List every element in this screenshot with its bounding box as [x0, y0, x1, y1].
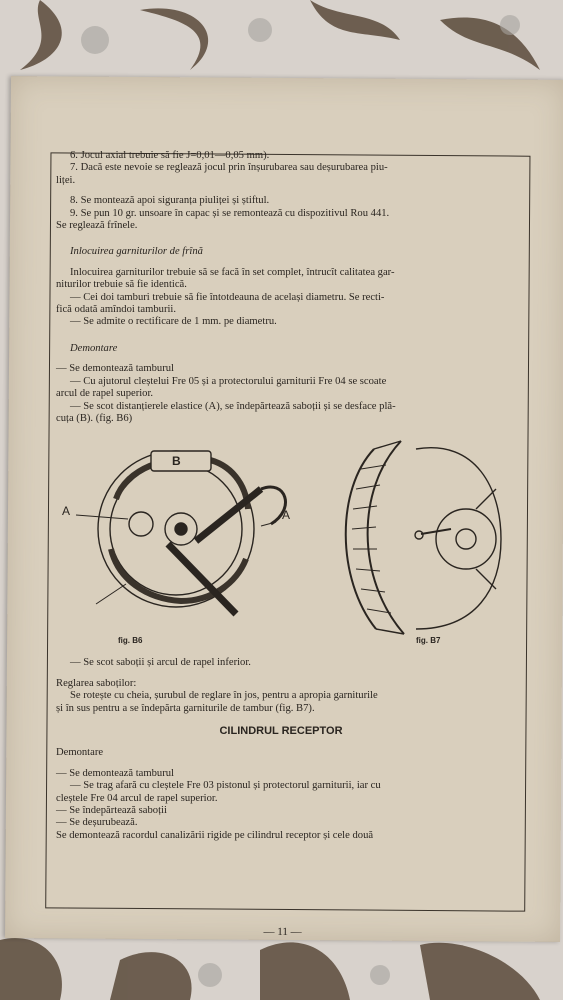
figure-b6-drawing: [76, 451, 285, 614]
label-a-left: A: [62, 504, 71, 519]
figure-b7-drawing: [346, 441, 501, 634]
page-number: — 11 —: [263, 925, 302, 939]
demontare-p2: — Cu ajutorul cleștelui Fre 05 și a protectorului garniturii Fre 04 se scoate: [70, 375, 387, 387]
demontare-p2-cont: arcul de rapel superior.: [56, 388, 154, 400]
cilindru-p1: — Se demontează tamburul: [56, 767, 174, 779]
step-8: 8. Se montează apoi siguranța piuliței și știftul.: [70, 195, 270, 207]
cilindru-p5: Se demontează racordul canalizării rigide pe cilindrul receptor și cele două: [56, 829, 374, 841]
inlocuire-p2: — Cei doi tamburi trebuie să fie întotdeauna de același diametru. Se recti-: [70, 291, 385, 303]
section-title-demontare: Demontare: [70, 342, 118, 354]
after-figs-p1: — Se scot saboții și arcul de rapel inferior.: [70, 657, 251, 669]
cilindru-p2-cont: cleștele Fre 04 arcul de rapel superior.: [56, 792, 218, 804]
demontare-p3-cont: cuța (B). (fig. B6): [56, 412, 133, 424]
step-9: 9. Se pun 10 gr. unsoare în capac și se remontează cu dispozitivul Rou 441.: [70, 207, 390, 219]
inlocuire-p3: — Se admite o rectificare de 1 mm. pe diametru.: [70, 316, 277, 328]
cilindru-p2: — Se trag afară cu cleștele Fre 03 pistonul și protectorul garniturii, iar cu: [70, 780, 381, 792]
caption-fig-b6: fig. B6: [118, 636, 143, 646]
inlocuire-p1-cont: niturilor trebuie să fie identică.: [56, 279, 187, 291]
step-7: 7. Dacă este nevoie se reglează jocul prin înșurubarea sau deșurubarea piu-: [70, 162, 388, 174]
cilindru-p3: — Se îndepărtează saboții: [56, 804, 167, 816]
demontare-p3: — Se scot distanțierele elastice (A), se îndepărtează saboții și se desface plă-: [70, 400, 396, 412]
figures-row: [56, 429, 506, 657]
page-content: [56, 150, 506, 842]
step-9-cont: Se reglează frînele.: [56, 220, 138, 232]
reglare-title: Reglarea saboților:: [56, 677, 137, 689]
reglare-p1: Se rotește cu cheia, șurubul de reglare în jos, pentru a apropia garniturile: [70, 690, 378, 702]
cilindru-title: Demontare: [56, 747, 104, 759]
inlocuire-p2-cont: fică odată amîndoi tamburii.: [56, 304, 177, 316]
figure-b6-b7: [56, 429, 506, 639]
label-a-right: A: [282, 508, 291, 523]
reglare-p1-cont: și în sus pentru a se îndepărta garniturile de tambur (fig. B7).: [56, 702, 315, 714]
caption-fig-b7: fig. B7: [416, 636, 441, 646]
inlocuire-p1: Inlocuirea garniturilor trebuie să se facă în set complet, întrucît calitatea gar-: [70, 266, 395, 278]
section-title-inlocuire: Inlocuirea garniturilor de frînă: [70, 246, 203, 258]
step-6: 6. Jocul axial trebuie să fie J=0,01—0,05 mm).: [70, 150, 270, 161]
step-7-cont: liței.: [56, 174, 76, 186]
cilindru-p4: — Se deșurubează.: [56, 817, 138, 829]
label-b: B: [172, 454, 181, 469]
demontare-p1: — Se demontează tamburul: [56, 363, 174, 375]
section-heading-cilindru: CILINDRUL RECEPTOR: [219, 724, 343, 737]
